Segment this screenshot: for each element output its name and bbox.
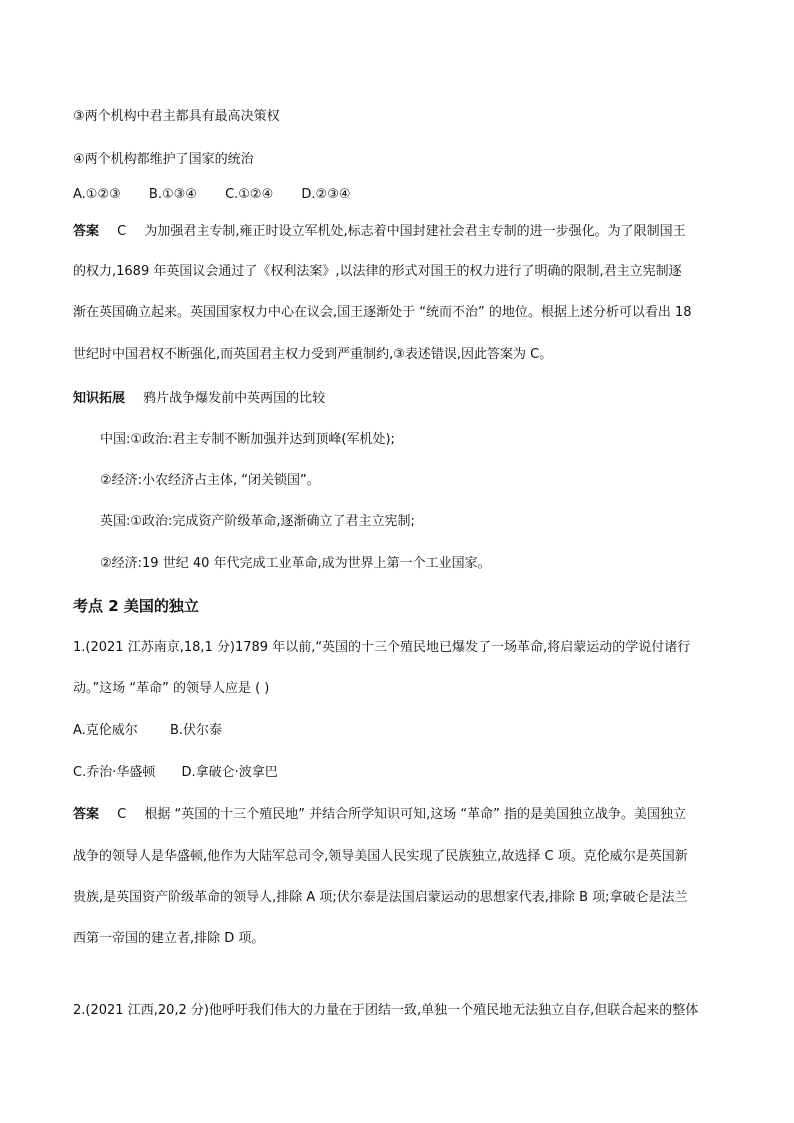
q1-answer-label: 答案 (73, 807, 100, 822)
answer-label: 答案 (73, 224, 100, 239)
q1-answer-letter: C (117, 807, 127, 822)
option-c: C.①②④ (225, 187, 274, 202)
q1-option-c: C.乔治·华盛顿 (73, 765, 156, 780)
q1-explanation-line-3: 贵族,是英国资产阶级革命的领导人,排除 A 项;伏尔泰是法国启蒙运动的思想家代表,排除 B 项;拿破仑是法兰 (73, 890, 688, 905)
q1-stem-line-2: 动。”这场 “革命” 的领导人应是 ( ) (73, 681, 270, 696)
answer-letter: C (117, 224, 127, 239)
q1-options-row-2 (73, 764, 723, 782)
q1-option-b: B.伏尔泰 (169, 723, 223, 738)
q1-option-d: D.拿破仑·波拿巴 (181, 765, 278, 780)
section-heading: 考点 2 美国的独立 (73, 597, 199, 615)
prev-options (73, 186, 723, 204)
knowledge-line-3: 英国:①政治:完成资产阶级革命,逐渐确立了君主立宪制; (100, 514, 415, 529)
q2-stem-line-1: 2.(2021 江西,20,2 分)他呼吁我们伟大的力量在于团结一致,单独一个殖民地无法独立自存,但联合起来的整体 (73, 1003, 699, 1018)
option-d: D.②③④ (301, 187, 351, 202)
option-b: B.①③④ (148, 187, 197, 202)
prev-item-3: ③两个机构中君主都具有最高决策权 (73, 109, 280, 124)
q1-option-a: A.克伦威尔 (73, 723, 138, 738)
explanation-text: 为加强君主专制,雍正时设立军机处,标志着中国封建社会君主专制的进一步强化。为了限制国王 (144, 224, 686, 239)
prev-explanation-line-2: 的权力,1689 年英国议会通过了《权利法案》,以法律的形式对国王的权力进行了明确的限制,君主立宪制逐 (73, 264, 682, 279)
q1-answer-line-1 (73, 806, 723, 824)
option-a: A.①②③ (73, 187, 121, 202)
prev-explanation-line-4: 世纪时中国君权不断强化,而英国君主权力受到严重制约,③表述错误,因此答案为 C。 (73, 347, 553, 362)
q1-explanation-text: 根据 “英国的十三个殖民地” 并结合所学知识可知,这场 “革命” 指的是美国独立战争。美国独立 (144, 807, 686, 822)
knowledge-title: 鸦片战争爆发前中英两国的比较 (143, 391, 326, 406)
q1-stem-line-1: 1.(2021 江苏南京,18,1 分)1789 年以前,“英国的十三个殖民地已爆发了一场革命,将启蒙运动的学说付诸行 (73, 640, 691, 655)
prev-answer-line-1 (73, 223, 723, 241)
knowledge-line-4: ②经济:19 世纪 40 年代完成工业革命,成为世界上第一个工业国家。 (100, 556, 491, 571)
q1-options-row-1 (73, 722, 723, 740)
knowledge-label: 知识拓展 (73, 391, 126, 406)
q1-explanation-line-4: 西第一帝国的建立者,排除 D 项。 (73, 931, 265, 946)
knowledge-line-1: 中国:①政治:君主专制不断加强并达到顶峰(军机处); (100, 432, 395, 447)
knowledge-line-2: ②经济:小农经济占主体, “闭关锁国”。 (100, 473, 320, 488)
prev-item-4: ④两个机构都维护了国家的统治 (73, 152, 254, 167)
q1-explanation-line-2: 战争的领导人是华盛顿,他作为大陆军总司令,领导美国人民实现了民族独立,故选择 C 项。克伦威尔是英国新 (73, 849, 688, 864)
prev-explanation-line-3: 渐在英国确立起来。英国国家权力中心在议会,国王逐渐处于 “统而不治” 的地位。根据上述分析可以看出 18 (73, 305, 692, 320)
knowledge-header (73, 390, 723, 408)
